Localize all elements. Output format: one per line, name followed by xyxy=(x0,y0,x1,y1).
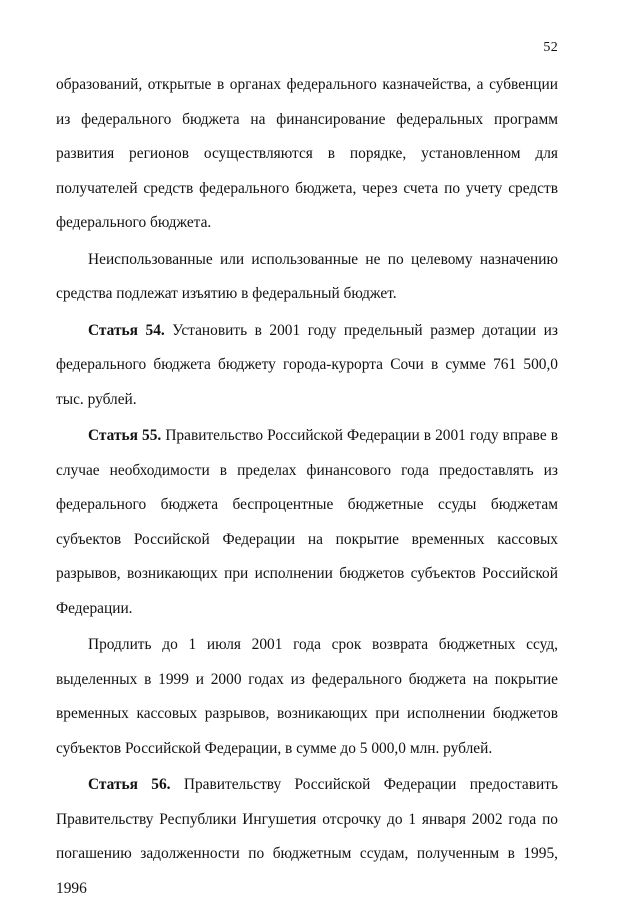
paragraph-unused-funds xyxy=(56,243,558,312)
paragraph-text: образований, открытые в органах федерального казначейства, а субвенции из федерального бюджета на финансирование федеральных программ развития регионов осуществляются в порядке, установленном для получателей средств федерального бюджета, через счета по учету средств федерального бюджета. xyxy=(56,76,558,231)
article-text: Правительство Российской Федерации в 2001 году вправе в случае необходимости в пределах финансового года предоставлять из федерального бюджета беспроцентные бюджетные ссуды бюджетам субъектов Российской Федерации на покрытие временных кассовых разрывов, возникающих при исполнении бюджетов субъектов Российской Федерации. xyxy=(56,427,558,617)
article-heading: Статья 55. xyxy=(88,427,162,444)
article-56 xyxy=(56,768,558,906)
article-55 xyxy=(56,419,558,626)
article-54 xyxy=(56,314,558,418)
paragraph-continuation xyxy=(56,68,558,241)
article-text: Установить в 2001 году предельный размер дотации из федерального бюджета бюджету города-курорта Сочи в сумме 761 500,0 тыс. рублей. xyxy=(56,321,558,408)
paragraph-text: Продлить до 1 июля 2001 года срок возврата бюджетных ссуд, выделенных в 1999 и 2000 годах из федерального бюджета на покрытие временных кассовых разрывов, возникающих при исполнении бюджетов субъектов Российской Федерации, в сумме до 5 000,0 млн. рублей. xyxy=(56,636,558,757)
article-text: Правительству Российской Федерации предоставить Правительству Республики Ингушетия отсрочку до 1 января 2002 года по погашению задолженности по бюджетным ссудам, полученным в 1995, 1996 xyxy=(56,776,558,897)
article-heading: Статья 56. xyxy=(88,776,171,793)
paragraph-extend-loans xyxy=(56,628,558,766)
page-number: 52 xyxy=(543,40,558,55)
document-body xyxy=(56,68,558,906)
article-heading: Статья 54. xyxy=(88,321,165,339)
paragraph-text: Неиспользованные или использованные не по целевому назначению средства подлежат изъятию в федеральный бюджет. xyxy=(56,250,558,302)
